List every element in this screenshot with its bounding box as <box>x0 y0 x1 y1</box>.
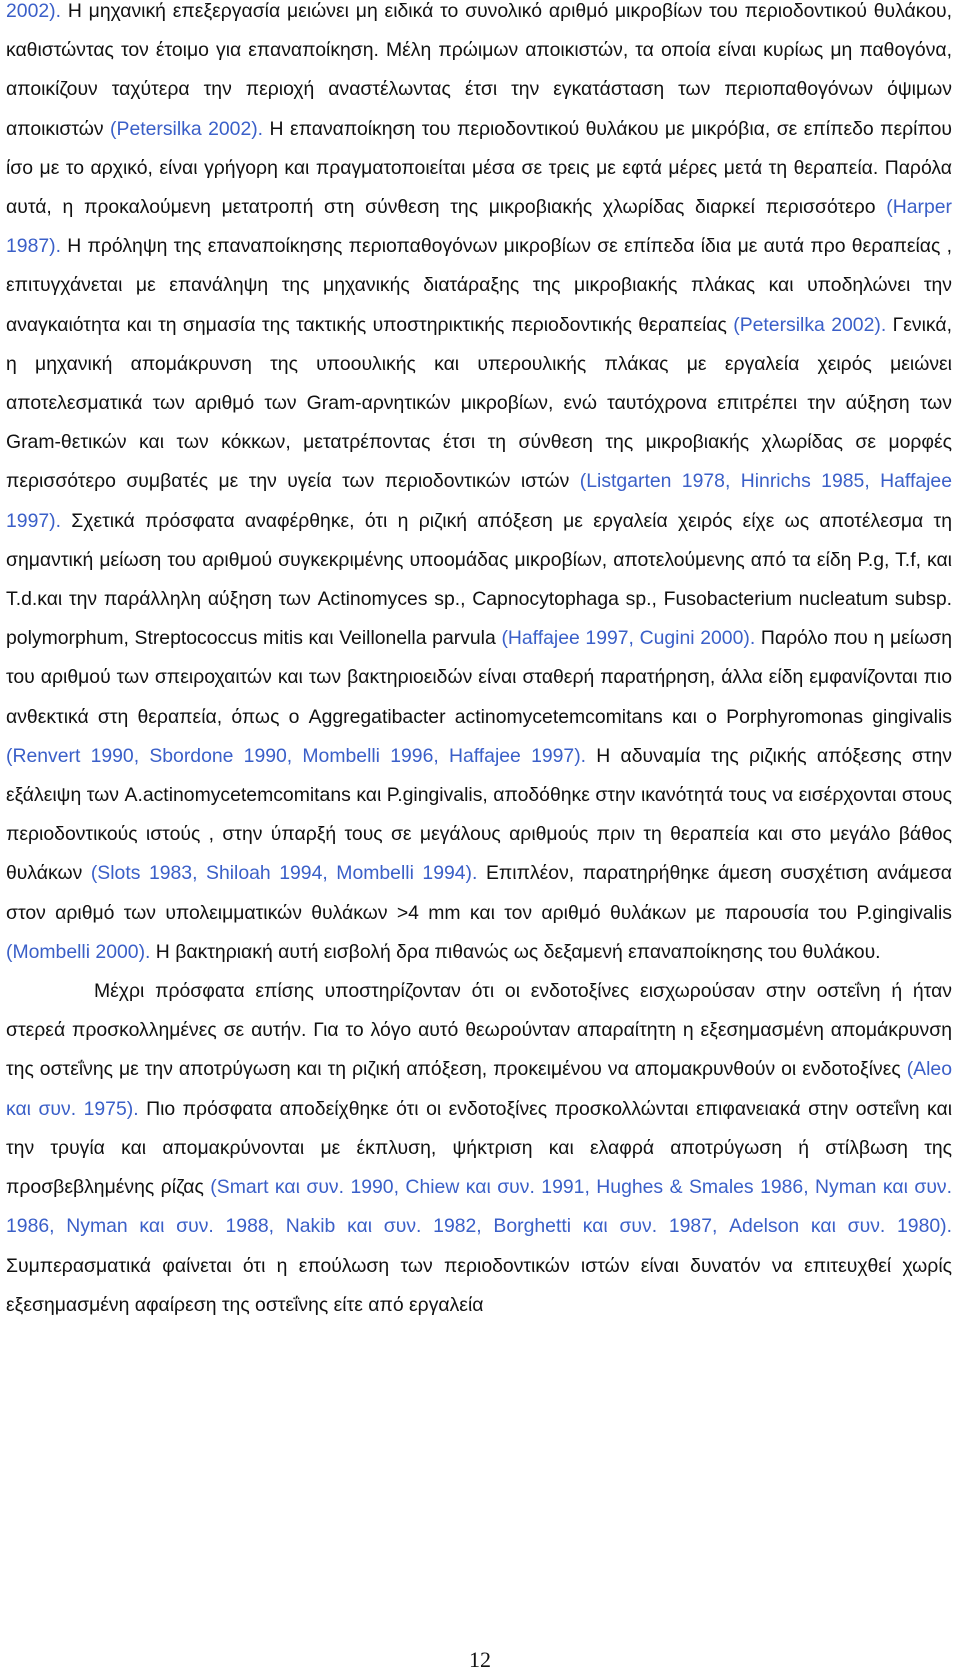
text-run: Σχετικά πρόσφατα αναφέρθηκε, ότι η ριζική απόξεση με εργαλεία χειρός είχε ως αποτέλεσμα τη σημαντική μείωση του αριθμού συγκεκριμένης υποομάδας μικροβίων, αποτελούμενης από τα είδη P.g, T.f, και T.d.και την παράλληλη αύξηση των Actinomyces sp., Capnocytophaga sp., Fusobacterium nucleatum subsp. polymorphum, Streptococcus mitis και Veillonella parvula <box>6 509 952 650</box>
citation: 2002). <box>6 0 61 22</box>
citation: (Petersilka 2002). <box>110 117 264 140</box>
text-run: Η αδυναμία της ριζικής απόξεσης στην εξάλειψη των A.actinomycetemcomitans και P.gingivalis, αποδόθηκε στην ικανότητά τους να εισέρχονται στους περιοδοντικούς ιστούς , στην ύπαρξή τους σε μεγάλους αριθμούς πριν τη θεραπεία και στο μεγάλο βάθος θυλάκων <box>6 744 952 885</box>
page-number: 12 <box>469 1647 491 1672</box>
citation: (Renvert 1990, Sbordone 1990, Mombelli 1996, Haffajee 1997). <box>6 744 587 767</box>
body-text <box>6 0 952 1325</box>
citation: (Petersilka 2002). <box>733 313 887 336</box>
paragraph <box>6 0 952 972</box>
text-run: Επιπλέον, παρατηρήθηκε άμεση συσχέτιση ανάμεσα στον αριθμό των υπολειμματικών θυλάκων >4 mm και τον αριθμό θυλάκων με παρουσία του P.gingivalis <box>6 862 952 924</box>
text-run: Η βακτηριακή αυτή εισβολή δρα πιθανώς ως δεξαμενή επαναποίκησης του θυλάκου. <box>150 940 881 963</box>
text-run: Η επαναποίκηση του περιοδοντικού θυλάκου με μικρόβια, σε επίπεδο περίπου ίσο με το αρχικό, είναι γρήγορη και πραγματοποιείται μέσα σε τρεις με εφτά μέρες μετά τη θεραπεία. Παρόλα αυτά, η προκαλούμενη μετατροπή στη σύνθεση της μικροβιακής χλωρίδας διαρκεί περισσότερο <box>6 117 952 219</box>
text-run: Γενικά, η μηχανική απομάκρυνση της υποουλικής και υπερουλικής πλάκας με εργαλεία χειρός μειώνει αποτελεσματικά των αριθμό των Gram-αρνητικών μικροβίων, ενώ ταυτόχρονα επιτρέπει την αύξηση των Gram-θετικών και των κόκκων, μετατρέποντας έτσι τη σύνθεση της μικροβιακής χλωρίδας σε μορφές περισσότερο συμβατές με την υγεία των περιοδοντικών ιστών <box>6 313 952 493</box>
citation: (Slots 1983, Shiloah 1994, Mombelli 1994). <box>90 862 478 885</box>
paragraph <box>6 972 952 1325</box>
text-run: Παρόλο που η μείωση του αριθμού των σπειροχαιτών και των βακτηριοειδών είναι σταθερή παρατήρηση, άλλα είδη εμφανίζονται πιο ανθεκτικά στη θεραπεία, όπως ο Aggregatibacter actinomycetemcomitans και ο Porphyromonas gingivalis <box>6 627 953 728</box>
text-run: Πιο πρόσφατα αποδείχθηκε ότι οι ενδοτοξίνες προσκολλώνται επιφανειακά στην οστεΐνη και την τρυγία και απομακρύνονται με έκπλυση, ψήκτριση και ελαφρά αποτρύγωση ή στίλβωση της προσβεβλημένης ρίζας <box>6 1097 952 1199</box>
text-run: Συμπερασματικά φαίνεται ότι η επούλωση των περιοδοντικών ιστών είναι δυνατόν να επιτευχθεί χωρίς εξεσημασμένη αφαίρεση της οστεΐνης είτε από εργαλεία <box>6 1254 952 1316</box>
text-run: Η μηχανική επεξεργασία μειώνει μη ειδικά το συνολικό αριθμό μικροβίων του περιοδοντικού θυλάκου, καθιστώντας τον έτοιμο για επαναποίκηση. Μέλη πρώιμων αποικιστών, τα οποία είναι κυρίως μη παθογόνα, αποικίζουν ταχύτερα την περιοχή αναστέλωντας έτσι την εγκατάσταση των περιοπαθογόνων όψιμων αποικιστών <box>6 0 952 140</box>
citation: (Mombelli 2000). <box>6 940 151 963</box>
citation: (Haffajee 1997, Cugini 2000). <box>501 627 756 650</box>
text-run: Μέχρι πρόσφατα επίσης υποστηρίζονταν ότι οι ενδοτοξίνες εισχωρούσαν στην οστεΐνη ή ήταν στερεά προσκολλημένες σε αυτήν. Για το λόγο αυτό θεωρούνταν απαραίτητη η εξεσημασμένη απομάκρυνση της οστεΐνης με την αποτρύγωση και τη ριζική απόξεση, προκειμένου να απομακρυνθούν οι ενδοτοξίνες <box>6 980 952 1081</box>
citation: (Smart και συν. 1990, Chiew και συν. 1991, Hughes & Smales 1986, Nyman και συν. 1986, Nyman και συν. 1988, Nakib και συν. 1982, Borghetti και συν. 1987, Adelson και συν. 1980). <box>6 1176 953 1238</box>
citation: (Listgarten 1978, Hinrichs 1985, Haffajee 1997). <box>6 470 952 532</box>
text-run: Η πρόληψη της επαναποίκησης περιοπαθογόνων μικροβίων σε επίπεδα ίδια με αυτά προ θεραπείας , επιτυγχάνεται με επανάληψη της μηχανικής διατάραξης της μικροβιακής πλάκας και υποδηλώνει την αναγκαιότητα και τη σημασία της τακτικής υποστηρικτικής περιοδοντικής θεραπείας <box>6 235 952 336</box>
citation: (Aleo και συν. 1975). <box>6 1058 952 1120</box>
citation: (Harper 1987). <box>6 196 952 258</box>
